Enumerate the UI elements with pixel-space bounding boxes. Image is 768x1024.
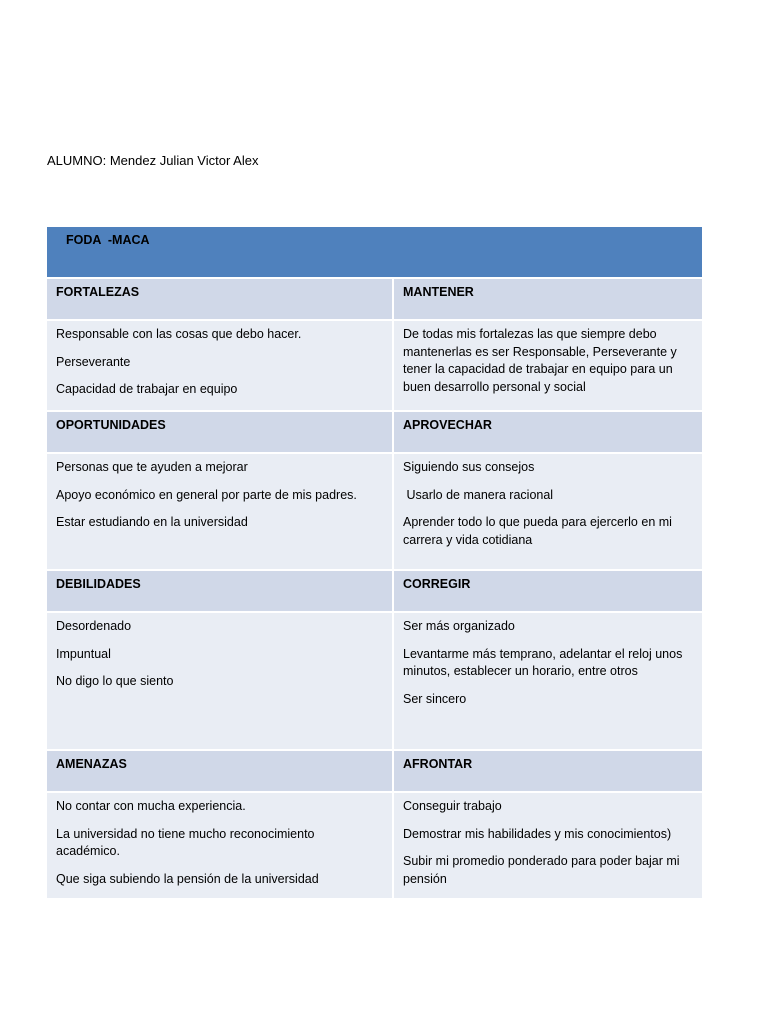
header-debilidades: DEBILIDADES [47, 570, 393, 612]
list-item: Ser sincero [403, 691, 467, 706]
header-fortalezas: FORTALEZAS [47, 278, 393, 320]
list-item: No digo lo que siento [56, 674, 174, 688]
section-body-row-oportunidades [47, 453, 702, 570]
list-item: La universidad no tiene mucho reconocimiento académico. [56, 826, 315, 858]
list-item: Que siga subiendo la pensión de la universidad [56, 871, 319, 886]
header-afrontar: AFRONTAR [393, 750, 702, 792]
cell-corregir [393, 612, 702, 750]
cell-oportunidades [47, 453, 393, 570]
list-item: Impuntual [56, 646, 111, 661]
list-item: Desordenado [56, 619, 132, 633]
cell-afrontar [393, 792, 702, 898]
section-header-row-amenazas [47, 750, 702, 792]
list-item: De todas mis fortalezas las que siempre debo mantenerlas es ser Responsable, Perseverante y tener la capacidad de trabajar en equipo para un buen desarrollo personal y social [403, 327, 677, 394]
list-item: Siguiendo sus consejos [403, 460, 535, 474]
table-title-cell [47, 227, 702, 278]
section-header-row-debilidades [47, 570, 702, 612]
list-item: Conseguir trabajo [403, 799, 502, 813]
foda-table [47, 227, 702, 898]
list-item: Apoyo económico en general por parte de mis padres. [56, 487, 357, 502]
cell-mantener [393, 320, 702, 411]
header-mantener: MANTENER [393, 278, 702, 320]
section-body-row-fortalezas [47, 320, 702, 411]
student-name-line: ALUMNO: Mendez Julian Victor Alex [47, 153, 259, 168]
cell-amenazas [47, 792, 393, 898]
header-oportunidades: OPORTUNIDADES [47, 411, 393, 453]
section-body-row-amenazas [47, 792, 702, 898]
cell-aprovechar [393, 453, 702, 570]
list-item: Estar estudiando en la universidad [56, 515, 248, 529]
list-item: Perseverante [56, 354, 131, 369]
section-header-row-oportunidades [47, 411, 702, 453]
list-item: Capacidad de trabajar en equipo [56, 382, 238, 396]
header-corregir: CORREGIR [393, 570, 702, 612]
list-item: No contar con mucha experiencia. [56, 799, 246, 813]
list-item: Levantarme más temprano, adelantar el reloj unos minutos, establecer un horario, entre otros [403, 646, 683, 678]
list-item: Demostrar mis habilidades y mis conocimientos) [403, 826, 672, 841]
section-body-row-debilidades [47, 612, 702, 750]
list-item: Aprender todo lo que pueda para ejercerlo en mi carrera y vida cotidiana [403, 515, 672, 547]
header-amenazas: AMENAZAS [47, 750, 393, 792]
list-item: Usarlo de manera racional [403, 487, 554, 502]
cell-fortalezas [47, 320, 393, 411]
list-item: Personas que te ayuden a mejorar [56, 460, 248, 474]
header-aprovechar: APROVECHAR [393, 411, 702, 453]
table-title-row [47, 227, 702, 278]
cell-debilidades [47, 612, 393, 750]
list-item: Subir mi promedio ponderado para poder bajar mi pensión [403, 854, 680, 886]
list-item: Ser más organizado [403, 619, 515, 633]
list-item: Responsable con las cosas que debo hacer. [56, 327, 302, 341]
section-header-row-fortalezas [47, 278, 702, 320]
table-title: FODA -MACA [66, 233, 150, 247]
